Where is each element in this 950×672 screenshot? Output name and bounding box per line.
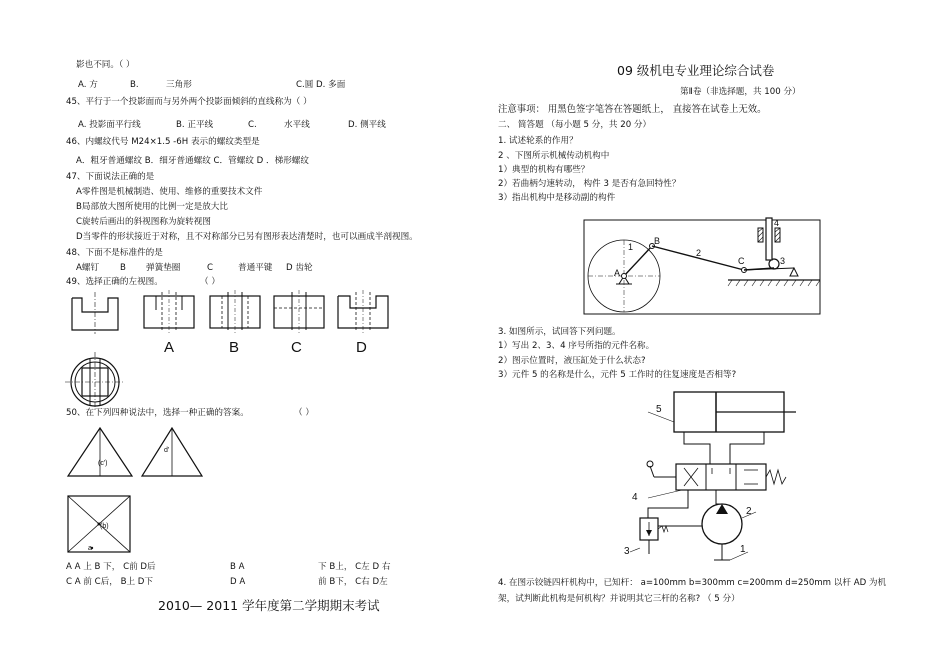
q50-label-b: (b) xyxy=(100,523,109,530)
q2-stem: 2 、下图所示机械传动机构中 xyxy=(498,151,610,161)
q2-sub3: 3）指出机构中是移动副的构件 xyxy=(498,193,616,203)
fig-label-2: 2 xyxy=(696,248,702,258)
q48-option-c-text: 普通平键 xyxy=(238,263,273,273)
q45-option-c-text: 水平线 xyxy=(284,120,310,130)
q48-option-b: B xyxy=(120,263,126,273)
q47-option-a: A零件图是机械制造、使用、维修的重要技术文件 xyxy=(76,187,263,197)
q3-sub1: 1）写出 2、3、4 序号所指的元件名称。 xyxy=(498,341,655,351)
q46-options: A．粗牙普通螺纹 B．细牙普通螺纹 C．管螺纹 D ．梯形螺纹 xyxy=(76,156,309,166)
q47-option-b: B局部放大图所使用的比例一定是放大比 xyxy=(76,202,228,212)
footer-exam-title: 2010— 2011 学年度第二学期期末考试 xyxy=(158,598,380,613)
q50-row1-left: A A 上 B 下， C前 D后 xyxy=(66,562,156,572)
prev-option-b: B. xyxy=(130,80,139,90)
q49-option-a-view xyxy=(140,290,198,334)
q47-option-c: C旋转后画出的斜视图称为旋转视图 xyxy=(76,217,211,227)
q3-hydraulic-circuit xyxy=(618,388,798,564)
section-heading: 二、 简答题 （每小题 5 分，共 20 分） xyxy=(498,120,652,130)
q48-option-a: A螺钉 xyxy=(76,263,100,273)
fig-label-C: C xyxy=(738,256,745,266)
q48-option-d: D 齿轮 xyxy=(286,263,313,273)
q2-sub1: 1）典型的机构有哪些？ xyxy=(498,165,590,175)
q50-label-c: (c') xyxy=(98,460,108,467)
q49-stem: 49、选择正确的左视图。 xyxy=(66,277,163,287)
q50-paren: （ ） xyxy=(294,408,314,418)
q3-stem: 3. 如图所示，试回答下列问题。 xyxy=(498,327,621,337)
fig-label-A: A xyxy=(614,268,621,278)
q48-option-b-text: 弹簧垫圈 xyxy=(146,263,181,273)
q49-given-views xyxy=(60,288,130,408)
q49-option-b-view xyxy=(206,290,264,334)
volume-heading: 第Ⅱ卷（非选择题，共 100 分） xyxy=(680,87,801,97)
q49-option-c-view xyxy=(270,290,328,334)
circuit-label-1: 1 xyxy=(740,544,746,555)
q50-stem: 50、在下列四种说法中，选择一种正确的答案。 xyxy=(66,408,249,418)
q50-row1-mid: B A xyxy=(230,562,245,572)
q2-sub2: 2）若曲柄匀速转动， 构件 3 是否有急回特性？ xyxy=(498,179,681,189)
q3-sub3: 3）元件 5 的名称是什么，元件 5 工作时的往复速度是否相等? xyxy=(498,370,737,380)
q45-option-d: D. 侧平线 xyxy=(348,120,386,130)
q50-row2-left: C A 前 C后， B上 D下 xyxy=(66,577,154,587)
q47-stem: 47、下面说法正确的是 xyxy=(66,172,155,182)
notice-line: 注意事项： 用黑色签字笔答在答题纸上， 直接答在试卷上无效。 xyxy=(498,104,767,115)
q49-label-b: B xyxy=(229,339,240,356)
q49-label-a: A xyxy=(164,339,175,356)
fig-label-4: 4 xyxy=(774,218,780,228)
fig-label-B: B xyxy=(654,236,661,246)
q46-stem: 46、内螺纹代号 M24×1.5 -6H 表示的螺纹类型是 xyxy=(66,137,260,147)
q49-label-c: C xyxy=(291,339,302,356)
prev-option-b-text: 三角形 xyxy=(166,80,192,90)
q45-option-b: B. 正平线 xyxy=(176,120,214,130)
circuit-label-5: 5 xyxy=(656,404,662,415)
q3-sub2: 2）图示位置时，液压缸处于什么状态? xyxy=(498,356,646,366)
q47-option-d: D当零件的形状接近于对称，且不对称部分已另有图形表达清楚时，也可以画成半剖视图。 xyxy=(76,232,418,242)
q2-mechanism-figure xyxy=(584,214,820,314)
circuit-label-3: 3 xyxy=(624,546,630,557)
q1-stem: 1. 试述轮系的作用？ xyxy=(498,136,578,146)
fig-label-1: 1 xyxy=(628,242,634,252)
circuit-label-2: 2 xyxy=(746,506,752,517)
q48-option-c: C xyxy=(207,263,214,273)
q50-label-a: a xyxy=(88,545,92,552)
q50-label-d: d' xyxy=(164,447,170,454)
q49-label-d: D xyxy=(356,339,367,356)
q4-line1: 4. 在图示铰链四杆机构中，已知杆： a=100mm b=300mm c=200mm d=250mm 以杆 AD 为机 xyxy=(498,578,887,588)
q45-option-c: C. xyxy=(248,120,257,130)
q45-option-a: A. 投影面平行线 xyxy=(78,120,141,130)
q50-row2-mid: D A xyxy=(230,577,246,587)
q49-paren: （ ） xyxy=(200,277,220,287)
q4-line2: 架，试判断此机构是何机构？并说明其它三杆的名称? （ 5 分） xyxy=(498,594,740,604)
q50-projection-figure xyxy=(62,424,212,560)
q50-row1-right: 下 B上， C左 D 右 xyxy=(318,562,391,572)
q50-row2-right: 前 B下， C右 D左 xyxy=(318,577,388,587)
q45-stem: 45、平行于一个投影面而与另外两个投影面倾斜的直线称为（ ） xyxy=(66,97,312,107)
prev-question-tail: 影也不同。（ ） xyxy=(76,60,135,70)
fig-label-3: 3 xyxy=(780,256,786,266)
paper-title: 09 级机电专业理论综合试卷 xyxy=(617,63,775,78)
circuit-label-4: 4 xyxy=(632,492,638,503)
q48-stem: 48、下面不是标准件的是 xyxy=(66,248,163,258)
q49-option-d-view xyxy=(334,290,392,334)
prev-option-a: A. 方 xyxy=(78,80,98,90)
prev-option-cd: C.圆 D. 多面 xyxy=(296,80,346,90)
